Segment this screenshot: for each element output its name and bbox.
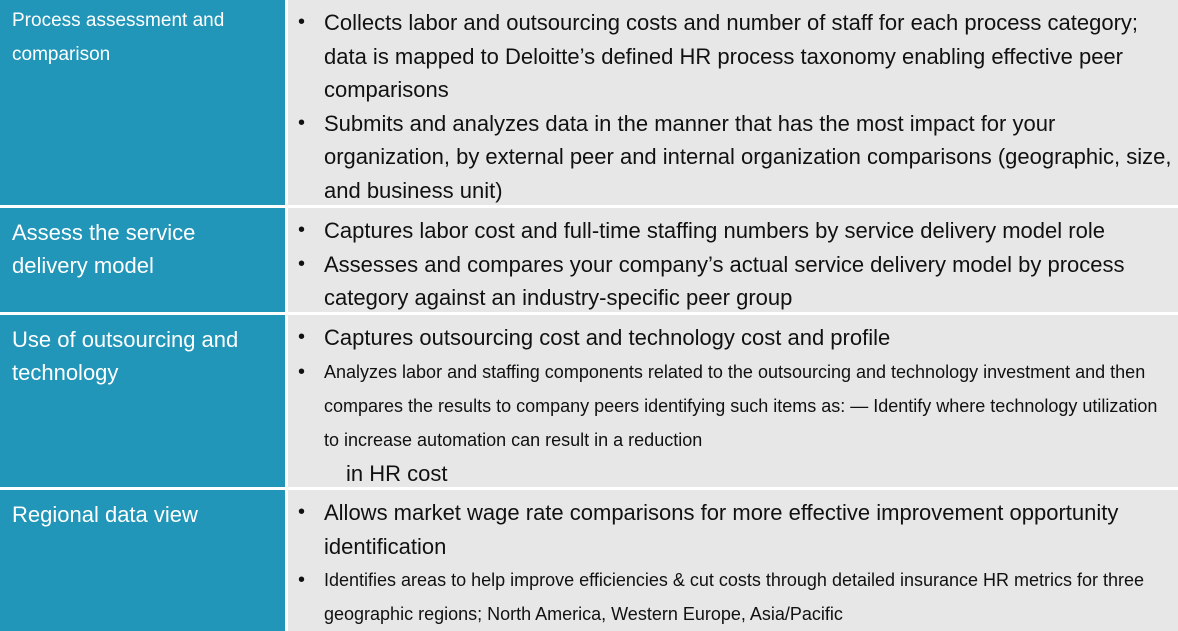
table-row [0, 490, 1178, 631]
list-item: • Analyzes labor and staffing components related to the outsourcing and technology investment and then compares the results to company peers identifying such items as: — Identify where technology utilization to increase automation can result in a reduction in HR cost [288, 355, 1174, 491]
bullet-icon: • [298, 111, 306, 134]
bullet-icon: • [298, 501, 306, 523]
row-bullets [288, 315, 1178, 487]
bullet-icon: • [298, 11, 306, 33]
row-heading: Regional data view [0, 490, 285, 631]
list-item: • Captures outsourcing cost and technology cost and profile [288, 321, 1174, 355]
list-item: • Allows market wage rate comparisons for more effective improvement opportunity identification [288, 496, 1174, 563]
list-item: • Submits and analyzes data in the manner that has the most impact for your organization, by external peer and internal organization comparisons (geographic, size, and business unit) [288, 107, 1174, 208]
bullet-icon: • [298, 219, 306, 241]
list-item: • Identifies areas to help improve efficiencies & cut costs through detailed insurance HR metrics for three geographic regions; North America, Western Europe, Asia/Pacific [288, 563, 1174, 631]
row-heading: Use of outsourcing and technology [0, 315, 285, 487]
bullet-icon: • [298, 360, 306, 383]
row-heading: Assess the service delivery model [0, 208, 285, 312]
table-row [0, 0, 1178, 205]
list-item: • Collects labor and outsourcing costs and number of staff for each process category; data is mapped to Deloitte’s defined HR process taxonomy enabling effective peer comparisons [288, 6, 1174, 107]
bullet-icon: • [298, 569, 306, 592]
row-bullets [288, 490, 1178, 631]
bullet-icon: • [298, 326, 306, 348]
row-heading: Process assessment and comparison [0, 0, 285, 205]
row-bullets [288, 0, 1178, 205]
bullet-icon: • [298, 252, 306, 275]
list-item: • Assesses and compares your company’s actual service delivery model by process category against an industry-specific peer group [288, 248, 1174, 315]
table-row [0, 208, 1178, 312]
table-row [0, 315, 1178, 487]
list-item: • Captures labor cost and full-time staffing numbers by service delivery model role [288, 214, 1174, 248]
row-bullets [288, 208, 1178, 312]
